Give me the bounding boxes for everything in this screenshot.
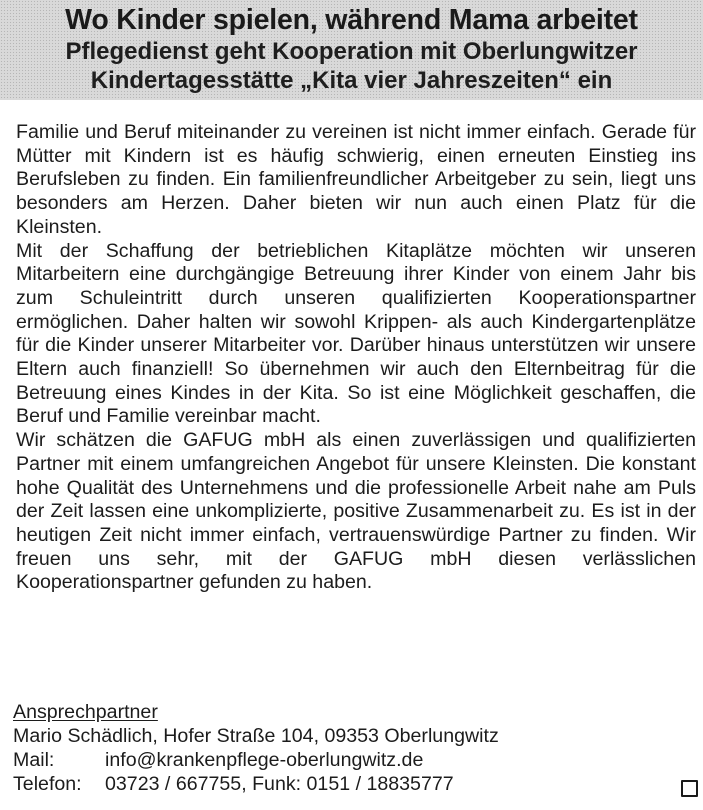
contact-block bbox=[13, 700, 697, 796]
subheadline bbox=[0, 37, 703, 95]
phone-label: Telefon: bbox=[13, 773, 82, 795]
contact-mail-row bbox=[13, 748, 697, 772]
contact-phone-row bbox=[13, 772, 697, 796]
phone-value: 03723 / 667755, Funk: 0151 / 18835777 bbox=[105, 773, 454, 795]
mail-label: Mail: bbox=[13, 749, 55, 771]
mail-value: info@krankenpflege-oberlungwitz.de bbox=[105, 749, 424, 771]
subheadline-line-1: Pflegedienst geht Kooperation mit Oberlungwitzer bbox=[65, 38, 638, 65]
square-end-mark-icon bbox=[681, 780, 698, 797]
paragraph-1: Familie und Beruf miteinander zu vereinen ist nicht immer einfach. Gerade für Mütter mit Kindern ist es häufig schwierig, einen erneuten Einstieg ins Berufsleben zu finden. Ein familienfreundlicher Arbeitgeber zu sein, liegt uns besonders am Herzen. Daher bieten wir nun auch einen Platz für die Kleinsten. bbox=[16, 121, 696, 238]
article-body bbox=[16, 121, 696, 595]
contact-heading: Ansprechpartner bbox=[13, 701, 158, 723]
subheadline-line-2: Kindertagesstätte „Kita vier Jahreszeiten“ ein bbox=[90, 67, 613, 94]
headline: Wo Kinder spielen, während Mama arbeitet bbox=[65, 4, 638, 36]
paragraph-2: Mit der Schaffung der betrieblichen Kitaplätze möchten wir unseren Mitarbeitern eine durchgängige Betreuung ihrer Kinder von einem Jahr bis zum Schuleintritt durch unseren qualifizierten Kooperationspartner ermöglichen. Daher halten wir sowohl Krippen- als auch Kindergartenplätze für die Kinder unserer Mitarbeiter vor. Darüber hinaus unterstützen wir unsere Eltern auch finanziell! So übernehmen wir auch den Elternbeitrag für die Betreuung eines Kindes in der Kita. So ist eine Möglichkeit geschaffen, die Beruf und Familie vereinbar macht. bbox=[16, 239, 696, 428]
article-header bbox=[0, 0, 703, 100]
contact-name-address: Mario Schädlich, Hofer Straße 104, 09353 Oberlungwitz bbox=[13, 725, 499, 747]
paragraph-3: Wir schätzen die GAFUG mbH als einen zuverlässigen und qualifizierten Partner mit einem umfangreichen Angebot für unsere Kleinsten. Die konstant hohe Qualität des Unternehmens und die professionelle Arbeit nahe am Puls der Zeit lassen eine unkomplizierte, positive Zusammenarbeit zu. Es ist in der heutigen Zeit nicht immer einfach, vertrauenswürdige Partner zu finden. Wir freuen uns sehr, mit der GAFUG mbH diesen verlässlichen Kooperationspartner gefunden zu haben. bbox=[16, 429, 696, 594]
